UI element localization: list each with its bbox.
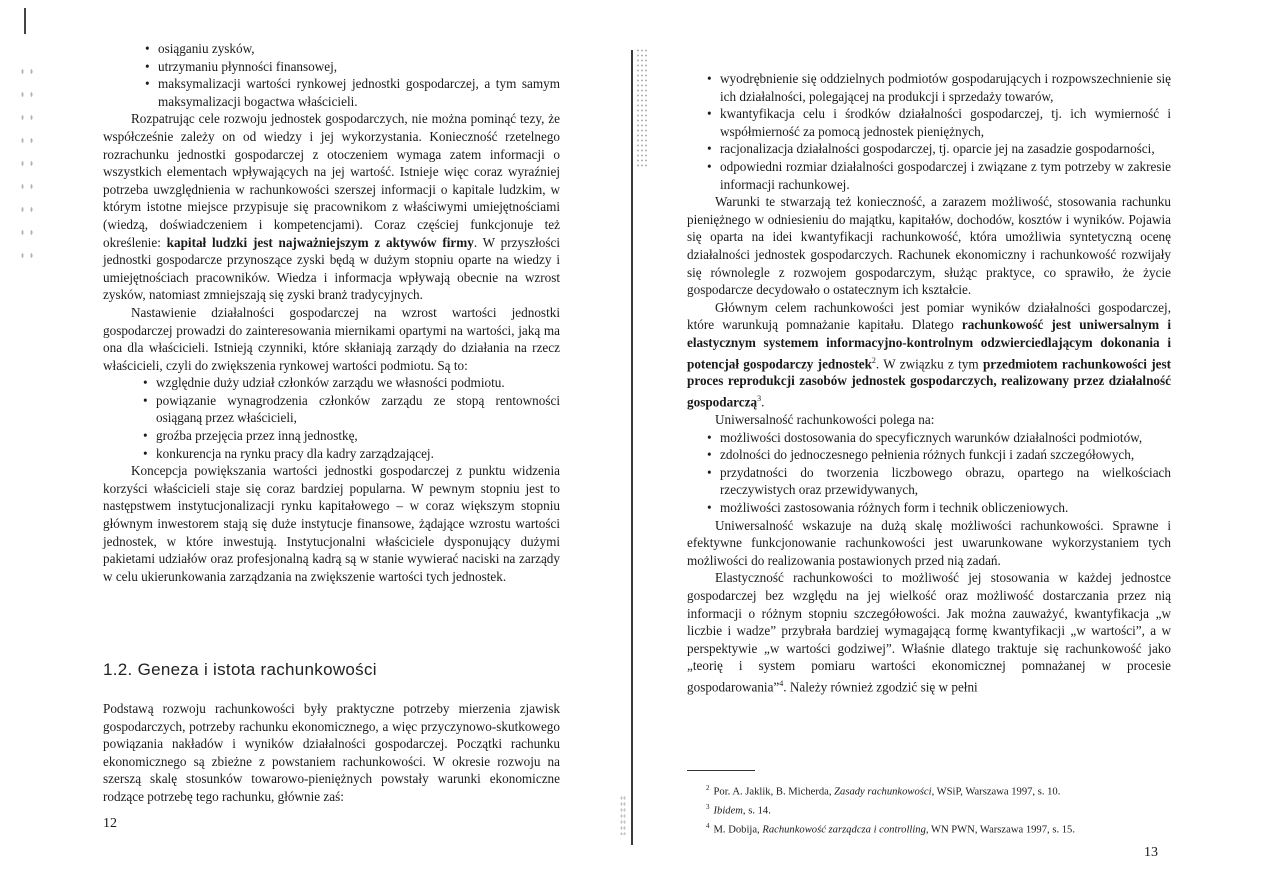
paragraph-universality: Uniwersalność wskazuje na dużą skalę możliwości rachunkowości. Sprawne i efektywne funkcjonowanie rachunkowości jest uwarunkowane wykorzystaniem tych możliwości do realizowania postawionych przed nią zadań. — [687, 517, 1171, 568]
footnote-ref[interactable]: 4 — [779, 678, 784, 688]
book-gutter — [631, 50, 633, 845]
list-item: • wyodrębnienie się oddzielnych podmiotów gospodarujących i rozpowszechnienie się ich działalności, polegającej na produkcji i sprzedaży towarów, — [707, 70, 1171, 105]
text: , WN PWN, Warszawa 1997, s. 15. — [925, 824, 1075, 836]
text: . — [761, 394, 765, 410]
right-page — [634, 0, 1263, 893]
bold-emphasis: przedmiotem rachunkowości jest proces reprodukcji zasobów jednostek gospodarczych, realizowany przez działalność gospodarczą — [687, 355, 1171, 410]
bold-emphasis: kapitał ludzki jest najważniejszym z aktywów firmy — [166, 234, 474, 250]
text: Głównym celem rachunkowości jest pomiar wyników działalności gospodarczej, które warunkują pomnażanie kapitału. Dlatego — [687, 299, 1171, 333]
section-paragraph — [103, 700, 560, 806]
bold-emphasis: rachunkowość jest uniwersalnym i elastycznym systemem informacyjno-kontrolnym odzwierciedlającym dokonania i potencjał gospodarczy jednostek — [687, 317, 1171, 371]
list-item: • osiąganiu zysków, — [145, 40, 560, 58]
goals-list — [103, 40, 560, 110]
page-number: 12 — [103, 816, 117, 831]
footnote-number: 4 — [706, 822, 710, 831]
list-item: • utrzymaniu płynności finansowej, — [145, 58, 560, 76]
citation-title: Rachunkowość zarządcza i controlling — [762, 824, 926, 836]
paragraph-universality-intro: Uniwersalność rachunkowości polega na: — [715, 412, 935, 428]
list-item: • zdolności do jednoczesnego pełnienia różnych funkcji i zadań szczegółowych, — [707, 446, 1171, 464]
paragraph-value-orientation: Nastawienie działalności gospodarczej na wzrost wartości jednostki gospodarczej prowadzi do zainteresowania miernikami opartymi na wartości, jaką ma ona dla właścicieli. Istnieją czynniki, które skłaniają zarządy do działania na rzecz właścicieli, czyli do zwiększenia rynkowej wartości podmiotu. Są to: — [103, 304, 560, 373]
list-item: • racjonalizacja działalności gospodarczej, tj. oparcie jej na zasadzie gospodarności, — [707, 140, 1171, 158]
footnotes — [706, 781, 1176, 838]
list-item: • możliwości zastosowania różnych form i technik obliczeniowych. — [707, 499, 1171, 517]
left-page — [0, 0, 630, 893]
universality-list — [687, 429, 1171, 517]
text: . Należy również zgodzić się w pełni — [783, 679, 978, 695]
list-item: • groźba przejęcia przez inną jednostkę, — [143, 427, 560, 445]
list-item: • odpowiedni rozmiar działalności gospodarczej i związane z tym potrzeby w zakresie informacji rachunkowej. — [707, 158, 1171, 193]
paragraph-conditions: Warunki te stwarzają też konieczność, a zarazem możliwość, stosowania rachunku pieniężnego w odniesieniu do majątku, kapitałów, dochodów, kosztów i wyników. Pojawia się oparta na idei kwantyfikacji rachunkowość, która umożliwia syntetyczną ocenę działalności jednostek gospodarczych. Rachunek ekonomiczny i rachunkowość rozwijały się równolegle z rozwojem gospodarczym, służąc praktyce, co sprawiło, że życie gospodarcze decydowało o ostatecznym ich kształcie. — [687, 194, 1171, 298]
text: M. Dobija, — [713, 824, 763, 836]
footnote-separator — [687, 770, 755, 771]
footnote-number: 2 — [706, 784, 710, 792]
conditions-list — [687, 70, 1171, 193]
list-item: • względnie duży udział członków zarządu we własności podmiotu. — [143, 374, 560, 392]
text: , s. 14. — [742, 805, 771, 817]
text: , WSiP, Warszawa 1997, s. 10. — [931, 786, 1061, 798]
text: . W przyszłości jednostki gospodarcze przynoszące zyski będą w dużym stopniu oparte na wiedzy i umiejętnościach pracowników. Wiedza i informacja wpływają obecnie na wzrost zysków, natomiast zmniejszają się zyski branż tradycyjnych. — [103, 234, 560, 303]
footnote — [706, 819, 1176, 838]
list-item: • możliwości dostosowania do specyficznych warunków działalności podmiotów, — [707, 429, 1171, 447]
footnote-ref[interactable]: 3 — [757, 394, 762, 404]
citation-title: Ibidem — [713, 805, 743, 817]
footnote-ref[interactable]: 2 — [871, 355, 876, 365]
paragraph-main-goal — [687, 299, 1171, 411]
footnote — [706, 800, 1176, 819]
section-heading: 1.2. Geneza i istota rachunkowości — [103, 660, 377, 679]
page-number: 13 — [1144, 845, 1158, 860]
left-page-body — [103, 40, 560, 585]
footnote-number: 3 — [706, 803, 710, 812]
paragraph-human-capital — [103, 110, 560, 304]
paragraph-genesis: Podstawą rozwoju rachunkowości były praktyczne potrzeby mierzenia zjawisk gospodarczych, potrzeby rachunku ekonomicznego, a więc przyczynowo-skutkowego powiązania nakładów i wyników działalności gospodarczej. Początki rachunku ekonomicznego są zbieżne z powstaniem rachunkowości. W okresie rozwoju na szerszą skalę stosunków towarowo-pieniężnych powstały warunki ekonomiczne rodzące potrzebę tego rachunku, głównie zaś: — [103, 701, 560, 804]
list-item: • kwantyfikacja celu i środków działalności gospodarczej, tj. ich wymierność i współmierność za pomocą jednostek pieniężnych, — [707, 105, 1171, 140]
citation-title: Zasady rachunkowości — [834, 786, 932, 798]
factors-list — [103, 374, 560, 462]
text: Por. A. Jaklik, B. Micherda, — [713, 786, 835, 798]
scan-noise — [620, 795, 626, 835]
footnote — [706, 781, 1176, 800]
right-page-body — [687, 70, 1171, 696]
list-item: • powiązanie wynagrodzenia członków zarządu ze stopą rentowności osiąganą przez właścicieli, — [143, 392, 560, 427]
text: . W związku z tym — [875, 355, 983, 371]
paragraph-flexibility — [687, 569, 1171, 696]
text: Elastyczność rachunkowości to możliwość jej stosowania w każdej jednostce gospodarczej bez względu na jej wielkość oraz możliwość dostarczania przez nią informacji o różnym stopniu szczegółowości. Jak można zauważyć, kwantyfikacja „w liczbie i wadze” przybrała bardziej wymagającą formę kwantyfikacji „w wartości”, a w perspektywie „w wartości godziwej”. Właśnie dlatego traktuje się rachunkowość jako „teorię i system pomiaru wartości ekonomicznej pomnażanej w procesie gospodarowania” — [687, 570, 1171, 695]
list-item: • konkurencja na rynku pracy dla kadry zarządzającej. — [143, 445, 560, 463]
paragraph-value-concept: Koncepcja powiększania wartości jednostki gospodarczej z punktu widzenia korzyści właścicieli staje się coraz bardziej popularna. W pewnym stopniu jest to następstwem instytucjonalizacji rynku kapitałowego – w coraz większym stopniu głównym inwestorem stają się duże instytucje finansowe, żądające wzrostu wartości jednostek, w które inwestują. Instytucjonalni właściciele dysponujący dużymi pakietami udziałów oraz profesjonalną kadrą są w stanie wywierać naciski na zarządy w celu ukierunkowania zarządzania na zwiększenie wartości tych jednostek. — [103, 463, 560, 584]
text: Rozpatrując cele rozwoju jednostek gospodarczych, nie można pominąć tezy, że współcześnie zależy on od wiedzy i jej wykorzystania. Konieczność rzetelnego rozrachunku jednostki gospodarczej z otoczeniem wymaga zatem informacji o wszystkich elementach wpływających na jej wartość. Istnieje więc coraz wyraźniej potrzeba uwzględnienia w rachunkowości szerszej informacji o kapitale ludzkim, w którym istotne miejsce przypisuje się pracownikom z właściwymi umiejętnościami (wiedzą, doświadczeniem i kompetencjami). Coraz częściej funkcjonuje też określenie: — [103, 111, 560, 250]
list-item: • maksymalizacji wartości rynkowej jednostki gospodarczej, a tym samym maksymalizacji bogactwa właścicieli. — [145, 75, 560, 110]
list-item: • przydatności do tworzenia liczbowego obrazu, opartego na wielkościach rzeczywistych oraz przewidywanych, — [707, 464, 1171, 499]
